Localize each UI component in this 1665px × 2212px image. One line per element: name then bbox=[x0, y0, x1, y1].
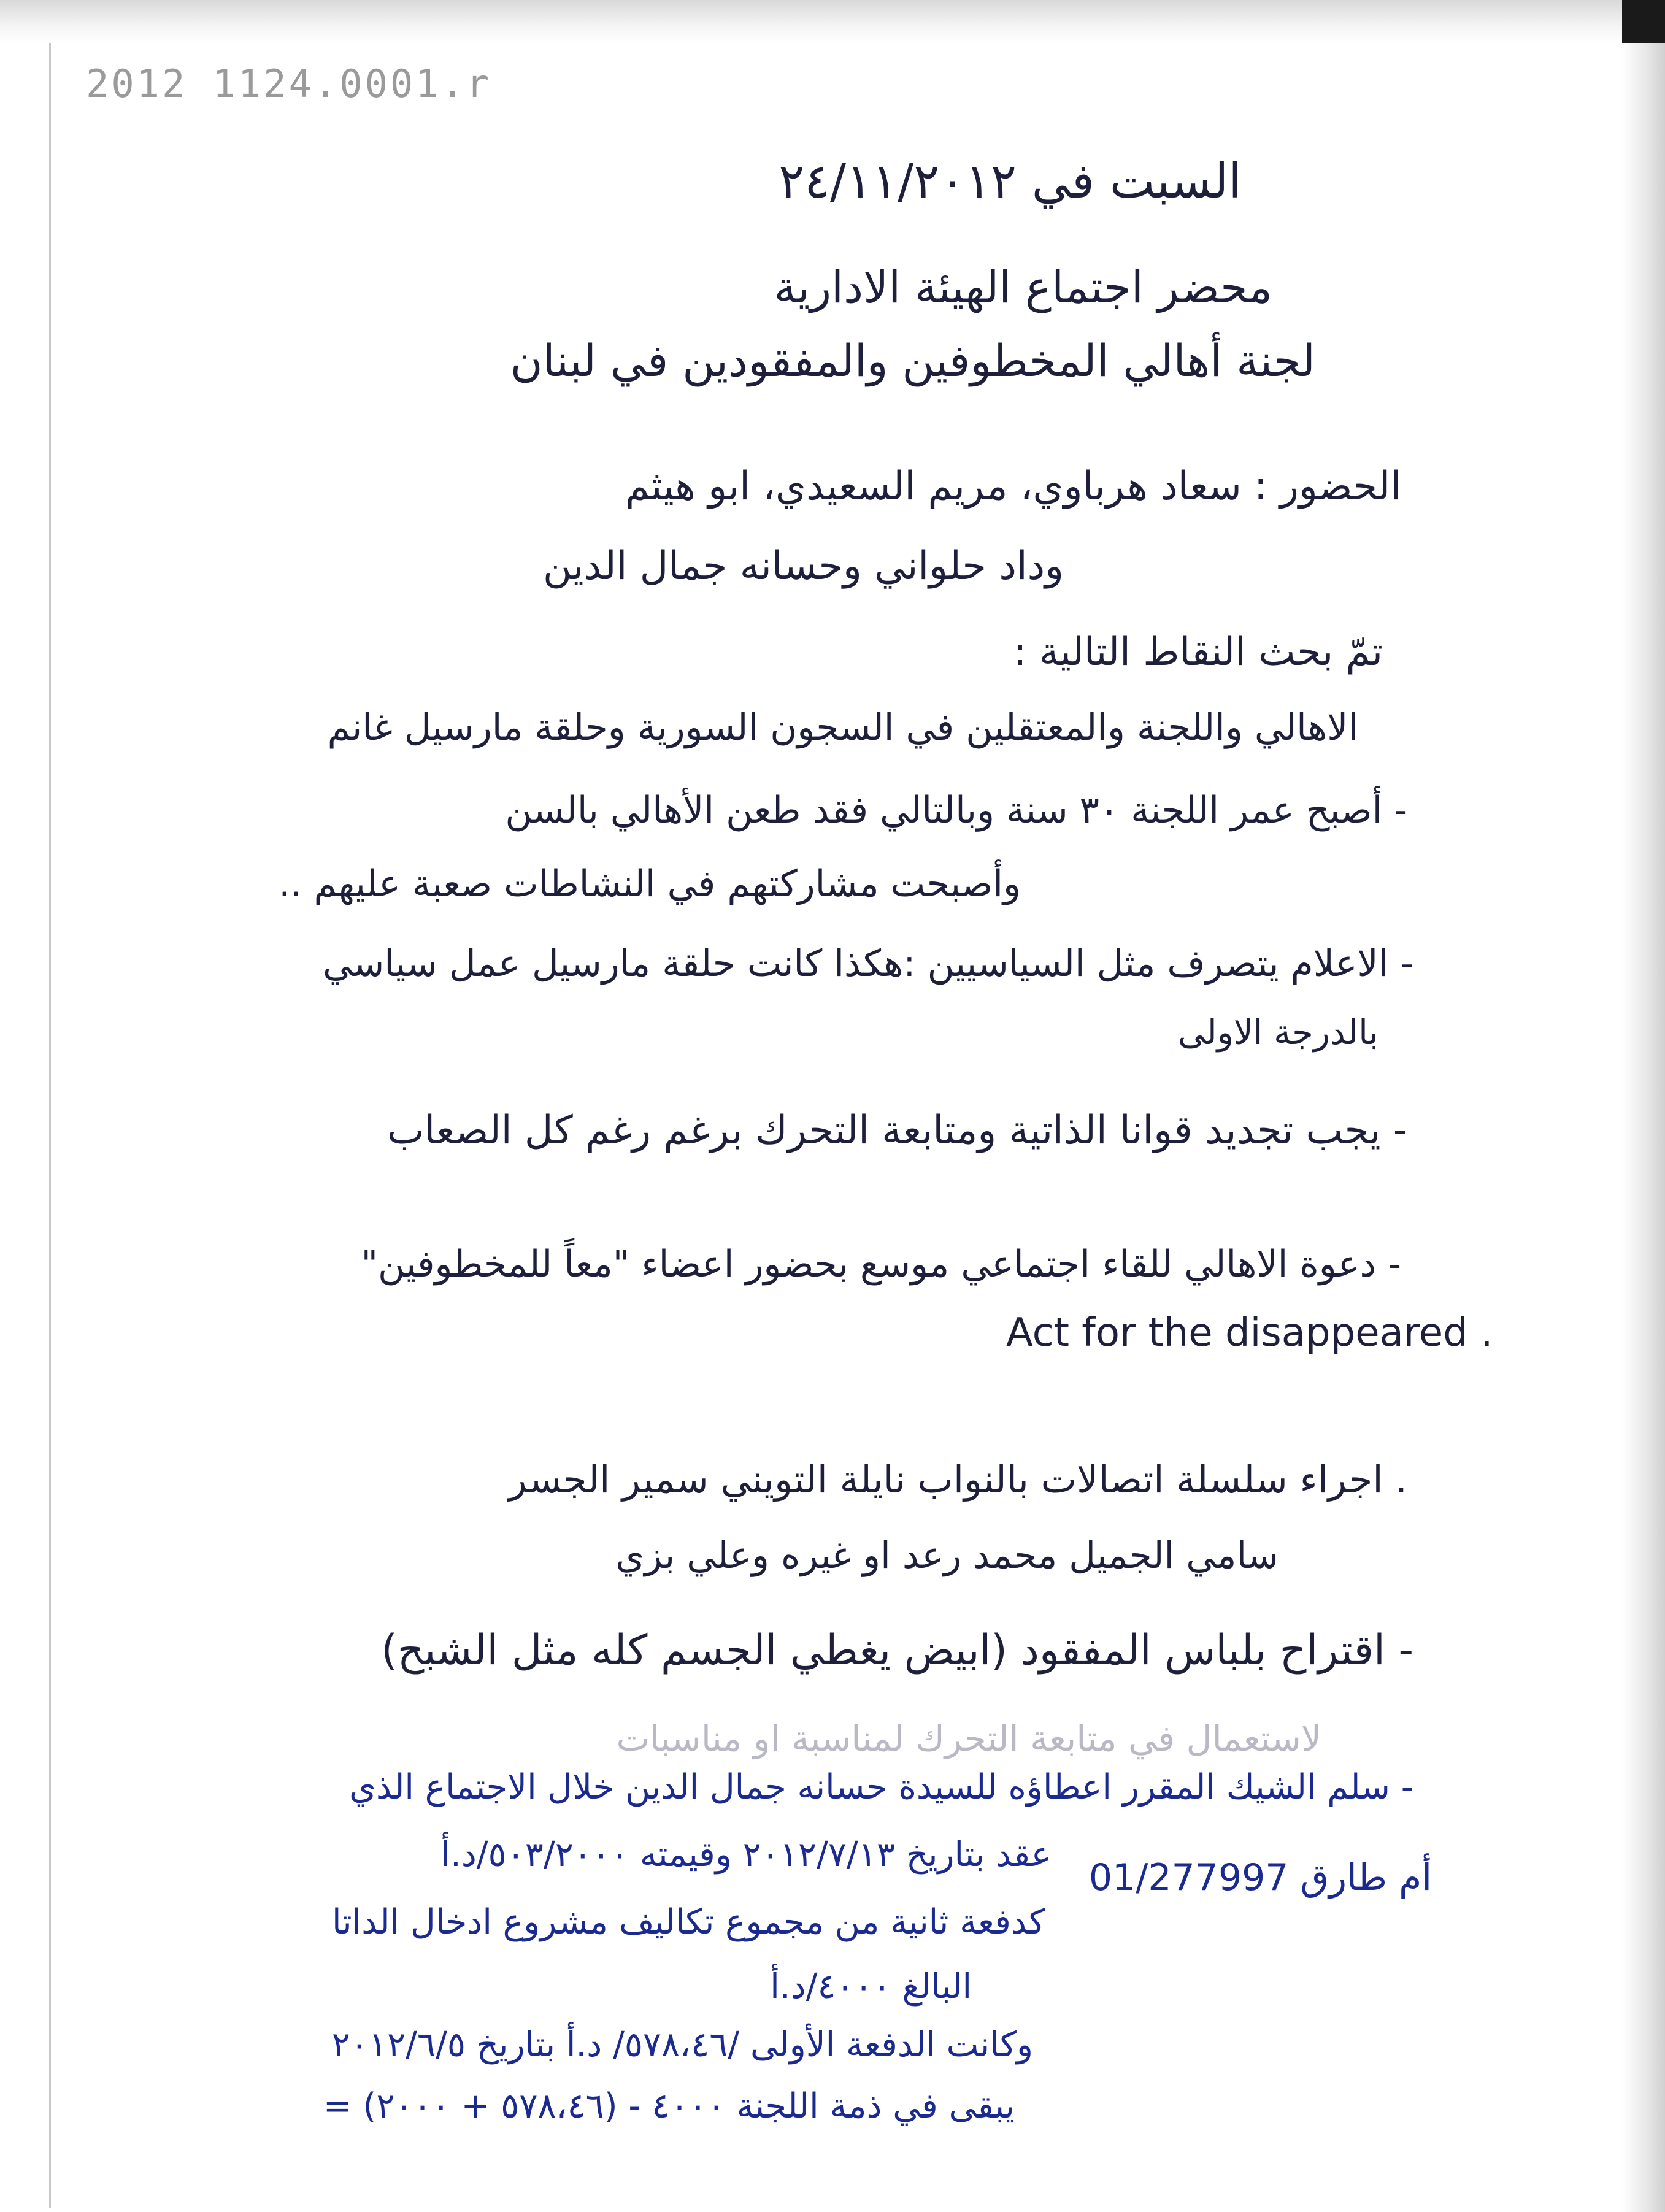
point-1-line-2: وأصبحت مشاركتهم في النشاطات صعبة عليهم .. bbox=[279, 862, 1021, 905]
point-6-faint-note: لاستعمال في متابعة التحرك لمناسبة او مناسبات bbox=[616, 1718, 1321, 1759]
points-topic: الاهالي واللجنة والمعتقلين في السجون السورية وحلقة مارسيل غانم bbox=[327, 706, 1358, 749]
finance-line-6: يبقى في ذمة اللجنة ٤٠٠٠ - (٥٧٨،٤٦ + ٢٠٠٠) = bbox=[323, 2086, 1015, 2126]
meeting-date: السبت في ٢٤/١١/٢٠١٢ bbox=[779, 154, 1242, 209]
attendance-line-2: وداد حلواني وحسانه جمال الدين bbox=[543, 543, 1064, 589]
attendance-line-1: الحضور : سعاد هرباوي، مريم السعيدي، ابو هيثم bbox=[625, 464, 1401, 509]
finance-line-4: البالغ ٤٠٠٠/د.أ bbox=[770, 1967, 972, 2007]
finance-line-1: - سلم الشيك المقرر اعطاؤه للسيدة حسانه جمال الدين خلال الاجتماع الذي bbox=[349, 1767, 1413, 1807]
point-5-line-2: سامي الجميل محمد رعد او غيره وعلي بزي bbox=[615, 1534, 1279, 1577]
points-intro: تمّ بحث النقاط التالية : bbox=[1013, 629, 1383, 675]
point-6: - اقتراح بلباس المفقود (ابيض يغطي الجسم كله مثل الشبح) bbox=[381, 1626, 1413, 1675]
contact-phone: أم طارق 01/277997 bbox=[1088, 1856, 1432, 1899]
finance-line-5: وكانت الدفعة الأولى /٥٧٨،٤٦/ د.أ بتاريخ ٢٠١٢/٦/٥ bbox=[331, 2025, 1033, 2065]
document-title: محضر اجتماع الهيئة الادارية bbox=[774, 261, 1272, 313]
finance-line-2: عقد بتاريخ ٢٠١٢/٧/١٣ وقيمته ٥٠٣/٢٠٠٠/د.أ bbox=[440, 1835, 1052, 1875]
point-2-line-2: بالدرجة الاولى bbox=[1178, 1013, 1379, 1053]
point-4-line-1: - دعوة الاهالي للقاء اجتماعي موسع بحضور اعضاء "معاً للمخطوفين" bbox=[361, 1243, 1401, 1286]
point-4-line-2: Act for the disappeared . bbox=[1006, 1310, 1493, 1356]
point-3: - يجب تجديد قوانا الذاتية ومتابعة التحرك برغم رغم كل الصعاب bbox=[387, 1108, 1407, 1153]
document-id: 2012 1124.0001.r bbox=[86, 61, 492, 106]
scan-edge-top bbox=[0, 0, 1665, 43]
point-1-line-1: - أصبح عمر اللجنة ٣٠ سنة وبالتالي فقد طعن الأهالي بالسن bbox=[505, 789, 1407, 832]
point-2-line-1: - الاعلام يتصرف مثل السياسيين :هكذا كانت حلقة مارسيل عمل سياسي bbox=[322, 942, 1413, 985]
scan-corner bbox=[1622, 0, 1665, 43]
scan-edge-right bbox=[1622, 0, 1665, 2212]
organization-name: لجنة أهالي المخطوفين والمفقودين في لبنان bbox=[510, 335, 1315, 386]
finance-line-3: كدفعة ثانية من مجموع تكاليف مشروع ادخال الداتا bbox=[331, 1902, 1045, 1942]
point-5-line-1: . اجراء سلسلة اتصالات بالنواب نايلة التويني سمير الجسر bbox=[508, 1457, 1407, 1502]
